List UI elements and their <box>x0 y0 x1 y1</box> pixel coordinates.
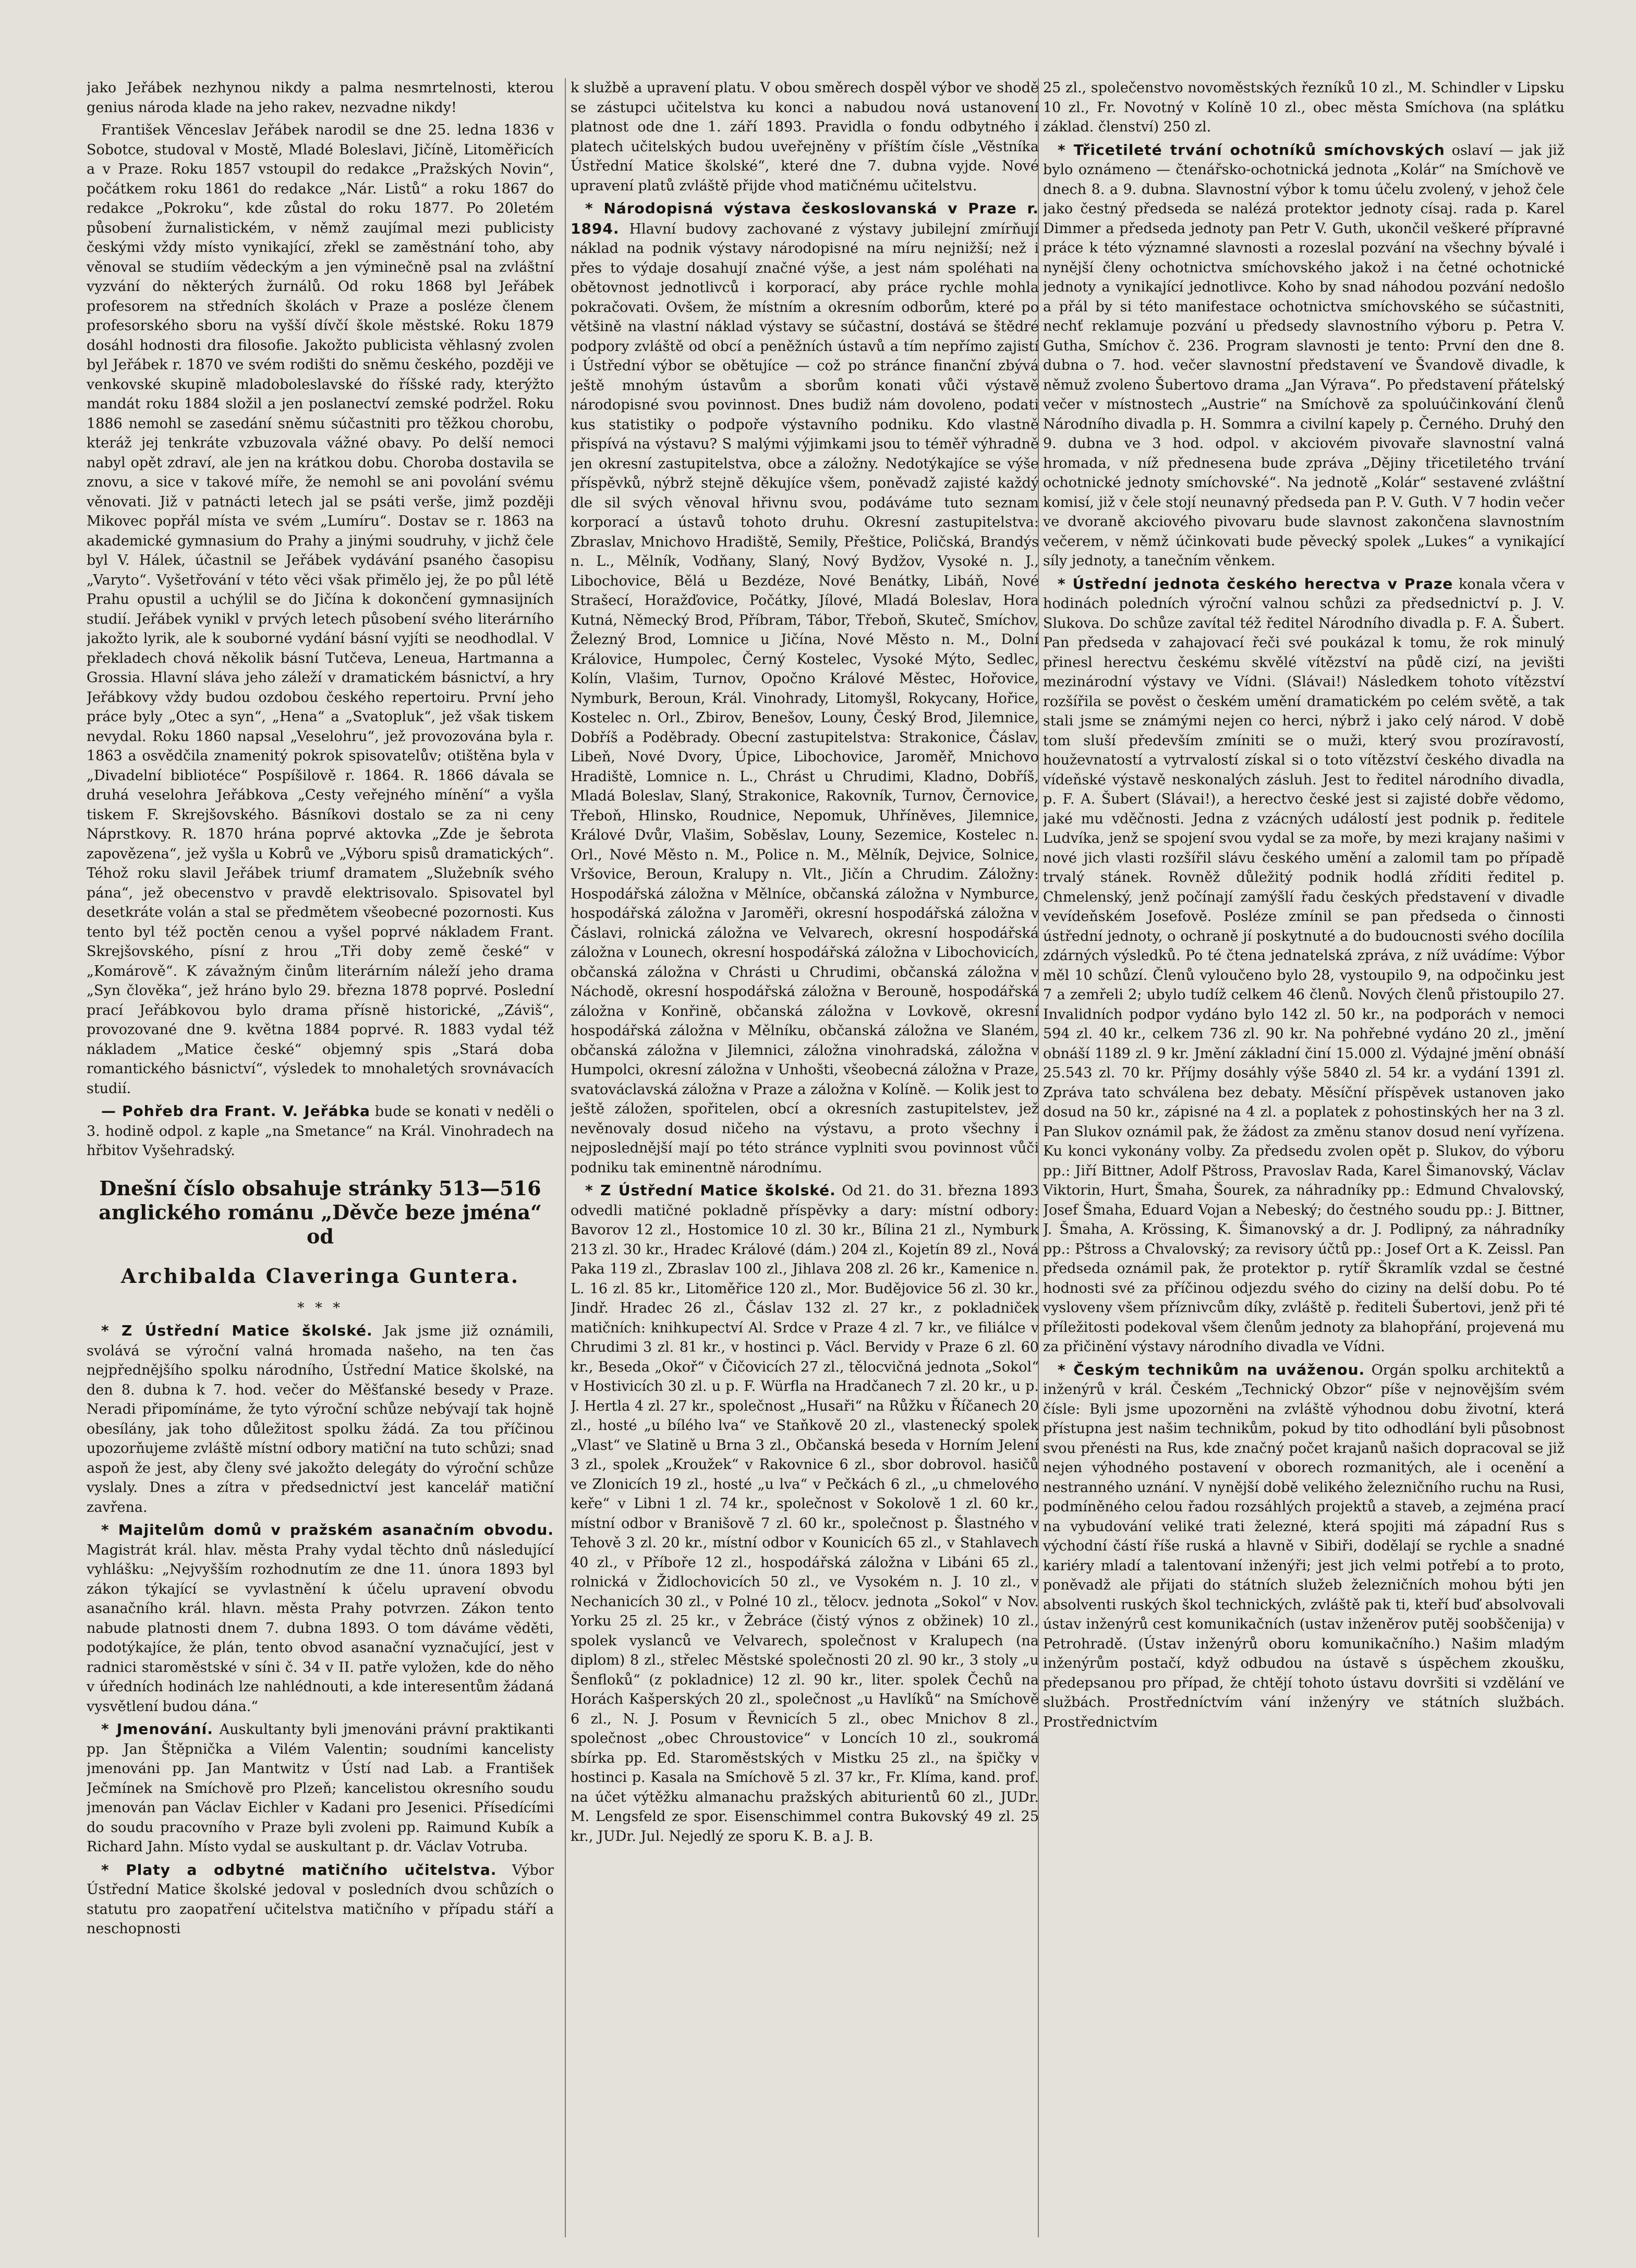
article-text: Jak jsme již oznámili, svolává se výroční valná hromada našeho, na ten čas nejpřednějšího spolku národního, Ústřední Matice školské, na den 8. dubna k 7. hod. večer do Měšťanské besedy v Praze. Neradi připomínáme, že tyto výroční schůze nebývají tak hojně obesílány, jak toho důležitost spolku žádá. Za tou příčinou upozorňujeme zvláště místní odbory matiční na tuto schůzi; snad aspoň že jest, aby členy své jakožto delegáty do výroční schůze vyslaly. Dnes a zítra v předsednictví jest kancelář matiční zavřena. <box>87 1323 554 1515</box>
article-text: konala včera v hodinách poledních výroční valnou schůzi za předsednictví p. J. V. Slukova. Do schůze zavítal též ředitel Národního divadla p. F. A. Šubert. Pan předseda v zahajovací řeči své poukázal k tomu, že rok minulý přinesl herectvu českému skvělé vítězství na půdě cizí, na jevišti mezinárodní výstavy ve Vídni. (Slávai!) Následkem tohoto vítězství rozšířila se pověst o českém umění dramatickém po celém světě, a tak stali jsme se známými nejen co herci, nýbrž i jako celý národ. V době tom sluší především zmíniti se o muži, který svou prozíravostí, houževnatostí a vytrvalostí získal si o toto vítězství českého divadla na vídeňské výstavě neskonalých zásluh. Jest to ředitel národního divadla, p. F. A. Šubert (Slávai!), a herectvo české jest si zajisté dobře vědomo, jaké mu vděčnosti. Jedna z vzácných událostí jest podnik p. ředitele Ludvíka, jenž se spojení svou vydal se za moře, by mezi krajany našimi v nové jich vlasti rozšířil slávu českého umění a zalomil tam po případě trvalý stánek. Rovněž důležitý podnik hodlá zříditi ředitel p. Chmelenský, jenž počínají zamýšlí řadu českých představení v divadle vevídeňském Josefově. Posléze zmínil se pan předseda o činnosti ústřední jednoty, o ochraně jí poskytnuté a do budoucnosti svého docílila zdárných výsledků. Po té čtena jednatelská zpráva, z níž uvádíme: Výbor měl 10 schůzí. Členů vyloučeno bylo 28, vystoupilo 9, na odpočinku jest 7 a zemřeli 2; ubylo tudíž celkem 46 členů. Nových členů přistoupilo 27. Invalidních podpor vydáno bylo 142 zl. 50 kr., na podporách v nemoci 594 zl. 40 kr., celkem 736 zl. 90 kr. Na pohřebné vydáno 20 zl., jmění obnáší 1189 zl. 9 kr. Jmění základní činí 15.000 zl. Výdajné jmění obnáší 25.543 zl. 70 kr. Příjmy dosáhly výše 5840 zl. 54 kr. a vydání 1391 zl. Zpráva tato schválena bez debaty. Měsíční příspěvek ustanoven jako dosud na 50 kr., zápisné na 4 zl. a poplatek z pohostinských her na 3 zl. Pan Slukov oznámil pak, že žádost za změnu stanov dosud není vyřízena. Ku konci vykonány volby. Za předsedu zvolen opět p. Slukov, do výboru pp.: Jiří Bittner, Adolf Pštross, Pravoslav Rada, Karel Šimanovský, Václav Viktorin, Hurt, Šmaha, Šourek, za náhradníky pp.: Edmund Chvalovský, Josef Šmaha, Eduard Vojan a Nebeský; do čestného soudu pp.: J. Bittner, J. Šmaha, A. Krössing, K. Šimanovský a dr. J. Podlipný, za náhradníky pp.: Pštross a Chvalovský; za revisory účtů pp.: Josef Ort a K. Zeissl. Pan předseda oznámil pak, že protektor p. rytíř Škramlík vzdal se čestné hodnosti své za příčinou odjezdu svého do ciziny na delší dobu. Po té vysloveny všem příznivcům díky, zvláště p. řediteli Šubertovi, jenž při té příležitosti podekoval všem členům jednoty za blahopřání, projevená mu za přičinění výstavy národního divadla ve Vídni. <box>1043 576 1565 1355</box>
article-text: Magistrát král. hlav. města Prahy vydal těchto dnů následující vyhlášku: „Nejvyšším rozhodnutím ze dne 11. února 1893 byl zákon týkající se vyvlastnění k účelu upravení obvodu asanačního král. hlavn. města Prahy potvrzen. Zákon tento nabude platnosti dnem 7. dubna 1893. O tom dáváme věděti, podotýkajíce, že plán, tento obvod asanační vyznačující, jest v radnici staroměstské v síni č. 34 v II. patře vyložen, kde do něho v úředních hodinách lze nahlédnouti, a kde interesentům žádaná vysvětlení budou dána.“ <box>87 1542 554 1715</box>
text-column-middle <box>571 78 1039 2237</box>
article-text: Orgán spolku architektů a inženýrů v král. Českém „Technický Obzor“ píše v nejnovějším svém čísle: Byli jsme upozorněni na zvláště výhodnou dobu životní, která přístupna jest našim technikům, pokud by tito odhodlání byli působnost svou přenésti na Rus, kde značný počet krajanů našich dopracoval se již nejen výhodného postavení v oborech rozmanitých, ale i ocenění a nestranného uznání. V nynější době velikého železničního ruchu na Rusi, podmíněného celou řadou rozsáhlých projektů a staveb, a zejména prací na vybudování veliké trati železné, která spojiti má západní Rus s východní částí říše ruská a hlavně v Sibiři, dodělají se rychle a snadné kariéry mladí a talentovaní inženýři; jest jich velmi potřebí a to proto, poněvadž ale přijati do státních služeb železničních mohou býti jen absolventi ruských škol technických, zvláště pak ti, kteří buď absolvovali ústav inženýrů cest komunikačních (ustav inženěrov putěj soobščenija) v Petrohradě. (Ústav inženýrů oboru komunikačního.) Našim mladým inženýrům postačí, když odbudou na ústavě s úspěchem zkoušku, předepsanou pro případ, že chtějí tohoto ústavu dovršiti si vzdělání ve službách. Prostředníctvím vání inženýry ve státních službách. Prostřednictvím <box>1043 1362 1565 1730</box>
article-heading: * Z Ústřední Matice školské. <box>585 1182 836 1199</box>
article-heading: * Z Ústřední Matice školské. <box>101 1322 373 1339</box>
article-text: Hlavní budovy zachované z výstavy jubilejní zmírňují náklad na podnik výstavy národopisné na míru nejnižší; než i přes to výdaje dosahují značné výše, a jest nám spoléhati na obětovnost jednotlivců i korporací, aby práce rychle mohla pokračovati. Ovšem, že místním a okresním odborům, které po většině na vlastní náklad výstavy se súčastní, dostává se štědré podpory zvláště od obcí a peněžních ústavů a tím nepřímo zajistí i Ústřední výbor se obětujíce — což po stránce finanční zbývá ještě mnohým ústavům a sborům konati vůči výstavě národopisné svou povinnost. Dnes budiž nám dovoleno, podati kus statistiky o podpoře výstavního podniku. Kdo vlastně přispívá na výstavu? S malými výjimkami jsou to téměř výhradně jen okresní zastupitelstva, obce a záložny. Nedotýkajíce se výše příspěvků, nýbrž stejně děkujíce všem, poněvadž zajisté každý dle sil svých věnoval hřivnu svou, podáváme tuto seznam korporací a ústavů tohoto druhu. Okresní zastupitelstva: Zbraslav, Mnichovo Hradiště, Semily, Přeštice, Poličská, Brandýs n. L., Mělník, Vodňany, Slaný, Nový Bydžov, Vysoké n. J., Libochovice, Bělá u Bezdéze, Nové Benátky, Libáň, Nové Strašecí, Horažďovice, Počátky, Jílové, Mladá Boleslav, Hora Kutná, Německý Brod, Příbram, Tábor, Třeboň, Skuteč, Smíchov, Železný Brod, Lomnice u Jičína, Nové Město n. M., Dolní Královice, Humpolec, Černý Kostelec, Vysoké Mýto, Sedlec, Kolín, Vlašim, Turnov, Opočno Králové Městec, Hořovice, Nymburk, Beroun, Král. Vinohrady, Litomyšl, Rokycany, Hořice, Kostelec n. Orl., Zbirov, Benešov, Louny, Český Brod, Jilemnice, Dobříš a Poděbrady. Obecní zastupitelstva: Strakonice, Čáslav, Libeň, Nové Dvory, Úpice, Libochovice, Jaroměř, Mnichovo Hradiště, Lomnice n. L., Chrást u Chrudimi, Kladno, Dobříš, Mladá Boleslav, Slaný, Strakonice, Rakovník, Turnov, Černovice, Třeboň, Hlinsko, Roudnice, Nepomuk, Uhříněves, Jilemnice, Králové Dvůr, Vlašim, Soběslav, Louny, Sezemice, Kostelec n. Orl., Nové Město n. M., Police n. M., Mělník, Dejvice, Solnice, Vršovice, Beroun, Kralupy n. Vlt., Jičín a Chrudim. Záložny: Hospodářská záložna v Mělníce, občanská záložna v Nymburce, hospodářská záložna v Jaroměři, okresní hospodářská záložna v Čáslavi, rolnická záložna ve Velvarech, okresní hospodářská záložna v Lounech, okresní hospodářská záložna v Libochovicích, občanská záložna v Chrásti u Chrudimi, občanská záložna v Náchodě, okresní hospodářská záložna v Berouně, hospodářská záložna v Konřině, občanská záložna v Lovkově, okresní hospodářská záložna v Mělníku, občanská záložna ve Slaném, občanská záložna v Jilemnici, záložna vinohradská, záložna v Humpolci, okresní záložna v Unhošti, všeobecná záložna v Praze, svatováclavská záložna v Praze a záložna v Kolíně. — Kolik jest to ještě záložen, spořitelen, obcí a okresních zastupitelstev, jež nevěnovaly dosud ničeho na výstavu, a proto všechny i nejposlednější mají po této stránce vyplniti svou povinnost vůči podniku tak eminentně národnímu. <box>571 221 1039 1176</box>
column-rule <box>565 78 566 2237</box>
article <box>87 1101 554 1161</box>
article-heading: * Majitelům domů v pražském asanačním obvodu. <box>101 1521 554 1538</box>
article-text: oslaví — jak již bylo oznámeno — čtenářsko-ochotnická jednota „Kolár“ na Smíchově ve dnech 8. a 9. dubna. Slavnostní výbor k tomu účelu zvolený, v jehož čele jako čestný předseda se nalézá protektor jednoty císaj. rada p. Karel Dimmer a předseda jednoty pan Petr V. Guth, ukončil veškeré přípravné práce k této významné slavnosti a rozeslal pozvání na všechny bývalé i nynější členy ochotnictva smíchovského jakož i na četné ochotnické jednoty a vynikající jednotlivce. Koho by snad náhodou pozvání nedošlo a přál by si této manifestace ochotnictva smíchovského se súčastniti, nechť reklamuje pozvání u předsedy slavnostního výboru p. Petra V. Gutha, Smíchov č. 236. Program slavnosti je tento: První den dne 8. dubna o 7. hod. večer slavnostní představení ve Švandově divadle, k němuž zvoleno Šubertovo drama „Jan Výrava“. Po představení přátelský večer v místnostech „Austrie“ na Smíchově za spoluúčinkování členů Národního divadla p. H. Sommra a civilní kapely p. Černého. Druhý den 9. dubna ve 3 hod. odpol. v akciovém pivovaře slavnostní valná hromada, v níž přednesena bude zpráva „Dějiny třicetiletého trvání ochotnické jednoty smíchovské“. Na jednotě „Kolár“ sestavené zvláštní komisí, již v čele stojí neunavný předseda pan P. V. Guth. V 7 hodin večer ve dvoraně akciového pivovaru bude slavnost zakončena slavnostním večerem, v němž účinkovati bude pěvecký spolek „Lukes“ a vynikající síly jednoty, a tanečním věnkem. <box>1043 142 1565 569</box>
article-heading: * Jmenování. <box>101 1720 213 1738</box>
paragraph: František Věnceslav Jeřábek narodil se dne 25. ledna 1836 v Sobotce, studoval v Mostě, Mladé Boleslavi, Jičíně, Litoměřicích a v Praze. Roku 1857 vstoupil do redakce „Pražských Novin“, počátkem roku 1861 do redakce „Nár. Listů“ a roku 1867 do redakce „Pokroku“, kde zůstal do roku 1877. Po 20letém působení žurnalistickém, v němž zaujímal mezi publicisty českými vždy místo vynikající, zřekl se zaměstnání toho, aby věnoval se studiím vědeckým a jen výminečně psal na zvláštní vyzvání do některých žurnálů. Od roku 1868 byl Jeřábek profesorem na středních školách v Praze a posléze členem profesorského sboru na vyšší dívčí škole městské. Roku 1879 dosáhl hodnosti dra filosofie. Jakožto publicista věhlasný zvolen byl Jeřábek r. 1870 ve svém rodišti do sněmu českého, později ve venkovské skupině mladoboleslavské do říšské rady, kterýžto mandát roku 1884 složil a jen poslanectví zemské podržel. Roku 1886 nemohl se zasedání sněmu súčastniti pro těžkou chorobu, kteráž jej tenkráte vzbuzovala vážné obavy. Po delší nemoci nabyl opět zdraví, ale jen na krátkou dobu. Choroba dostavila se znovu, a sice v takové míře, že nemohl se ani povolání svému věnovati. Již v patnácti letech jal se psáti verše, jimž později Mikovec popřál místa ve svém „Lumíru“. Dostav se r. 1863 na akademické gymnasium do Prahy a jinými soudruhy, v jichž čele byl V. Hálek, účastnil se Jeřábek vydávání psaného časopisu „Varyto“. Vyšetřování v této věci však přimělo jej, že po půl létě Prahu opustil a uchýlil se do Jičína k dokončení gymnasijních studií. Jeřábek vynikl v prvých letech působení svého literárního jakožto lyrik, ale k souborné vydání básní vyjíti se neodhodlal. V překladech chová několik básní Tutčeva, Leneua, Hartmanna a Grossia. Hlavní sláva jeho záleží v dramatickém básnictví, a hry Jeřábkovy vždy budou ozdobou českého repertoiru. První jeho práce byly „Otec a syn“, „Hena“ a „Svatopluk“, jež však tiskem nevydal. Roku 1860 napsal „Veselohru“, jež provozována byla r. 1863 a osvědčila znamenitý pokrok spisovatelův; otištěna byla v „Divadelní bibliotéce“ Pospíšilově r. 1864. R. 1866 dávala se druhá veselohra Jeřábkova „Cesty veřejného mínění“ a vyšla tiskem F. Skrejšovského. Básníkovi dostalo se za ni ceny Náprstkovy. R. 1870 hrána poprvé aktovka „Zde je šebrota zapovězena“, jež vyšla u Kobrů ve „Výboru spisů dramatických“. Téhož roku slavil Jeřábek triumf dramatem „Služebník svého pána“, jež obecenstvo v pravdě elektrisovalo. Spisovatel byl desetkráte volán a stal se předmětem všeobecné pozornosti. Kus tento byl též poctěn cenou a vyšel poprvé nákladem Frant. Skrejšovského, písní z hrou „Tři doby země české“ v „Komárově“. K závažným činům literárním náleží jeho drama „Syn člověka“, jež hráno bylo 29. března 1878 poprvé. Poslední prací Jeřábkovou bylo drama přísně historické, „Záviš“, provozované dne 9. května 1884 poprvé. R. 1883 vydal též nákladem „Matice české“ objemný spis „Stará doba romantického básnictví“, výsledek to mnohaletých srovnávacích studií. <box>87 122 554 1097</box>
ornament: * * * <box>297 1300 343 1316</box>
paragraph: k službě a upravení platu. V obou směrech dospěl výbor ve shodě se zástupci učitelstva ku konci a nabudou nová ustanovení platnost ode dne 1. září 1893. Pravidla o fondu odbytného i platech učitelských budou uveřejněny v příštím čísle „Věstníka Ústřední Matice školské“, které dne 7. dubna vyjde. Nové upravení platů zvláště přijde vhod matičnému učitelstvu. <box>571 80 1039 194</box>
article-heading: * Národopisná výstava českoslovanská v Praze r. 1894. <box>571 200 1039 237</box>
paragraph: jako Jeřábek nezhynou nikdy a palma nesmrtelnosti, kterou genius národa klade na jeho rakev, nezvadne nikdy! <box>87 80 554 116</box>
article-text: Od 21. do 31. března 1893 odvedli matičné pokladně příspěvky a dary: místní odbory: Bavorov 12 zl., Hostomice 10 zl. 30 kr., Bílina 21 zl., Nymburk 213 zl. 30 kr., Hradec Králové (dám.) 204 zl., Kojetín 89 zl., Nová Paka 119 zl., Zbraslav 100 zl., Jihlava 208 zl. 26 kr., Kamenice n. L. 16 zl. 85 kr., Litoměřice 120 zl., Mor. Budějovice 56 zl. 30 kr., Jindř. Hradec 26 zl., Čáslav 132 zl. 27 kr., z pokladniček matičních: knihkupectví Al. Srdce v Praze 4 zl. 7 kr., ve filiálce v Chrudimi 3 zl. 81 kr., v hostinci p. Václ. Bervidy v Praze 6 zl. 60 kr., Beseda „Okoř“ v Čičovicích 27 zl., tělocvičná jednota „Sokol“ v Hostivicích 30 zl. u p. F. Würfla na Hradčanech 7 zl. 20 kr., u p. J. Hertla 4 zl. 27 kr., společnost „Husaři“ na Růžku v Říčanech 20 zl., hosté „u bílého lva“ ve Staňkově 20 zl., vlastenecký spolek „Vlast“ ve Slatině u Brna 3 zl., Občanská beseda v Horním Jelení 3 zl., spolek „Kroužek“ v Rakovnice 6 zl., sbor dobrovol. hasičů ve Zlonicích 19 zl., hosté „u lva“ v Pečkách 6 zl., „u chmelového keře“ v Libni 1 zl. 74 kr., společnost v Sokolově 1 zl. 60 kr., místní odbor v Branišově 7 zl. 60 kr., společnost p. Šlastného v Tehově 3 zl. 20 kr., místní odbor v Kounicích 65 zl., v Stahlavech 40 zl., v Příboře 12 zl., hospodářská záložna v Libáni 65 zl., rolnická v Židlochovicích 50 zl., ve Vysokém n. J. 10 zl., v Nechanicích 30 zl., v Polné 10 zl., tělocv. jednota „Sokol“ v Nov. Yorku 25 zl. 25 kr., v Žebráce (čistý výnos z obžinek) 10 zl., spolek vyslanců ve Velvarech, společnost v Kralupech (na diplom) 8 zl., střelec Městské společnosti 20 zl. 90 kr., 3 stoly „u Šenfloků“ (z pokladnice) 12 zl. 90 kr., liter. spolek Čechů na Horách Kašperských 20 zl., společnost „u Havlíků“ na Smíchově 6 zl., N. J. Posum v Řevnicích 5 zl., obec Mnichov 8 zl., společnost „obec Chroustovice“ v Loncích 10 zl., soukromá sbírka pp. Ed. Staroměstských v Mistku 25 zl., na špičky v hostinci p. Kasala na Smíchově 5 zl. 37 kr., Fr. Klíma, kand. prof. na účet výtěžku almanachu pražských abiturientů 60 zl., JUDr. M. Lengsfeld ze spor. Eisenschimmel contra Bukovský 49 zl. 25 kr., JUDr. Jul. Nejedlý ze sporu K. B. a J. B. <box>571 1183 1039 1845</box>
article <box>87 1719 554 1857</box>
paragraph: 25 zl., společenstvo novoměstských řezníků 10 zl., M. Schindler v Lipsku 10 zl., Fr. Novotný v Kolíně 10 zl., obec města Smíchova (na splátku základ. členství) 250 zl. <box>1043 80 1565 135</box>
article-heading: — Pohřeb dra Frant. V. Jeřábka <box>101 1102 370 1120</box>
article <box>571 1181 1039 1846</box>
article <box>571 199 1039 1178</box>
text-column-left <box>87 78 554 2237</box>
article <box>1043 574 1565 1357</box>
article <box>87 1860 554 1939</box>
article-heading: * Platy a odbytné matičního učitelstva. <box>101 1861 497 1878</box>
article-text: Auskultanty byli jmenováni právní praktikanti pp. Jan Štěpnička a Vilém Valentin; soudními kancelisty jmenováni pp. Jan Mantwitz v Ústí nad Lab. a František Ječmínek na Smíchově pro Plzeň; kancelistou okresního soudu jmenován pan Václav Eichler v Kadani pro Jesenici. Přísedícími do soudu pracovního v Praze byli zvoleni pp. Raimund Kubík a Richard Jahn. Místo vydal se auskultant p. dr. Václav Votruba. <box>87 1721 554 1855</box>
novel-announcement: Dnešní číslo obsahuje stránky 513—516 anglického románu „Děvče beze jména“ od <box>99 1176 542 1248</box>
article-heading: * Českým technikům na uváženou. <box>1058 1361 1365 1378</box>
article-heading: * Třicetileté trvání ochotníků smíchovských <box>1058 141 1445 159</box>
article <box>87 1520 554 1716</box>
novel-author: Archibalda Claveringa Guntera. <box>120 1264 520 1288</box>
article-heading: * Ústřední jednota českého herectva v Praze <box>1058 575 1453 592</box>
article <box>1043 1360 1565 1732</box>
article <box>1043 140 1565 571</box>
article-text: Výbor Ústřední Matice školské jedoval v posledních dvou schůzích o statutu pro zaopatření učitelstva matičního v případu stáří a neschopnosti <box>87 1862 554 1937</box>
article <box>87 1321 554 1517</box>
article-text: bude se konati v neděli o 3. hodině odpol. z kaple „na Smetance“ na Král. Vinohradech na hřbitov Vyšehradský. <box>87 1103 554 1159</box>
text-column-right <box>1043 78 1565 2237</box>
